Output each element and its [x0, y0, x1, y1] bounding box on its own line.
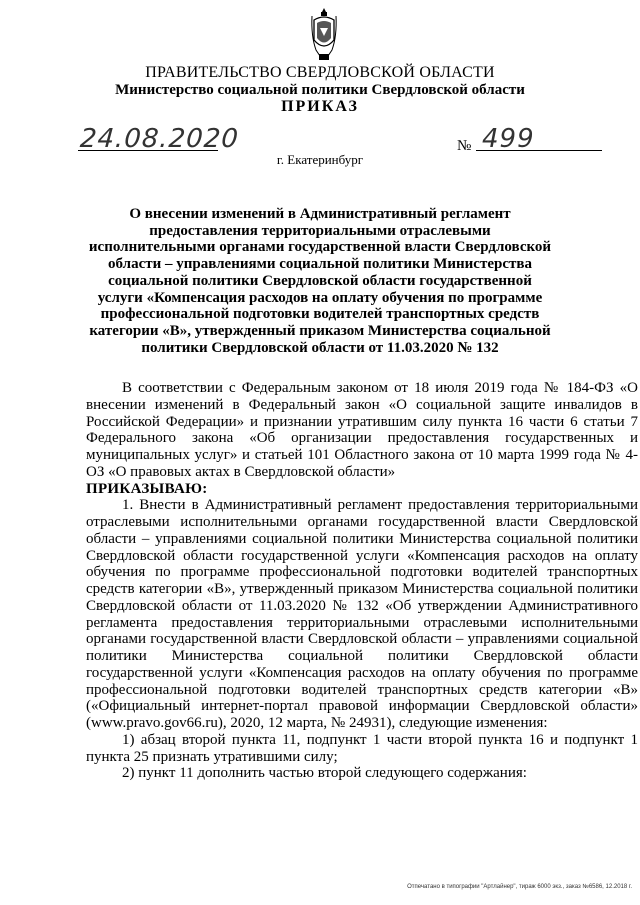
coat-of-arms-icon: [310, 6, 338, 64]
order-body: [86, 380, 638, 782]
number-sign: №: [457, 138, 472, 154]
order-title: О внесении изменений в Административный регламент предоставления территориальными отраслевыми исполнительными органами государственной власти Свердловской области – управлениями социальной политики Министерства социальной политики Свердловской области государственной услуги «Компенсация расходов на оплату обучения по программе профессиональной подготовки водителей транспортных средств категории «В», утвержденный приказом Министерства социальной политики Свердловской области от 11.03.2020 № 132: [88, 206, 552, 356]
order-date: 24.08.2020: [78, 124, 240, 154]
sub-item-2: 2) пункт 11 дополнить частью второй следующего содержания:: [122, 765, 527, 782]
government-name: ПРАВИТЕЛЬСТВО СВЕРДЛОВСКОЙ ОБЛАСТИ: [145, 64, 495, 81]
ministry-name: Министерство социальной политики Свердловской области: [115, 82, 525, 98]
item-1: 1. Внести в Административный регламент предоставления территориальными отраслевыми исполнительными органами государственной власти Свердловской области – управлениями социальной политики Министерства социальной политики Свердловской области государственной услуги «Компенсация расходов на оплату обучения по программе профессиональной подготовки водителей транспортных средств категории «В», утвержденный приказом Министерства социальной политики Свердловской области от 11.03.2020 № 132 «Об утверждении Административного регламента предоставления территориальными отраслевыми исполнительными органами государственной власти Свердловской области – управлениями социальной политики Министерства социальной политики Свердловской области государственной услуги «Компенсация расходов на оплату обучения по программе профессиональной подготовки водителей транспортных средств категории «В» («Официальный интернет-портал правовой информации Свердловской области» (www.pravo.gov66.ru), 2020, 12 марта, № 24931), следующие изменения:: [86, 497, 638, 731]
city: г. Екатеринбург: [276, 152, 364, 167]
sub-item-1: 1) абзац второй пункта 11, подпункт 1 части второй пункта 16 и подпункт 1 пункта 25 признать утратившими силу;: [86, 731, 638, 765]
number-underline: [476, 150, 602, 151]
order-number: 499: [482, 124, 535, 154]
print-footer: Отпечатано в типографии "Артлайнер", тираж 6000 экз., заказ №6586, 12.2018 г.: [407, 884, 632, 890]
preamble: В соответствии с Федеральным законом от 18 июля 2019 года № 184-ФЗ «О внесении изменений в Федеральный закон «О социальной защите инвалидов в Российской Федерации» и признании утратившим силу пункта 16 части 6 статьи 7 Федерального закона «Об организации предоставления государственных и муниципальных услуг» и статьей 101 Областного закона от 10 марта 1999 года № 4-ОЗ «О правовых актах в Свердловской области»: [86, 380, 638, 480]
date-underline: [78, 150, 218, 151]
document-type: ПРИКАЗ: [281, 98, 359, 115]
order-word: ПРИКАЗЫВАЮ:: [86, 480, 208, 497]
